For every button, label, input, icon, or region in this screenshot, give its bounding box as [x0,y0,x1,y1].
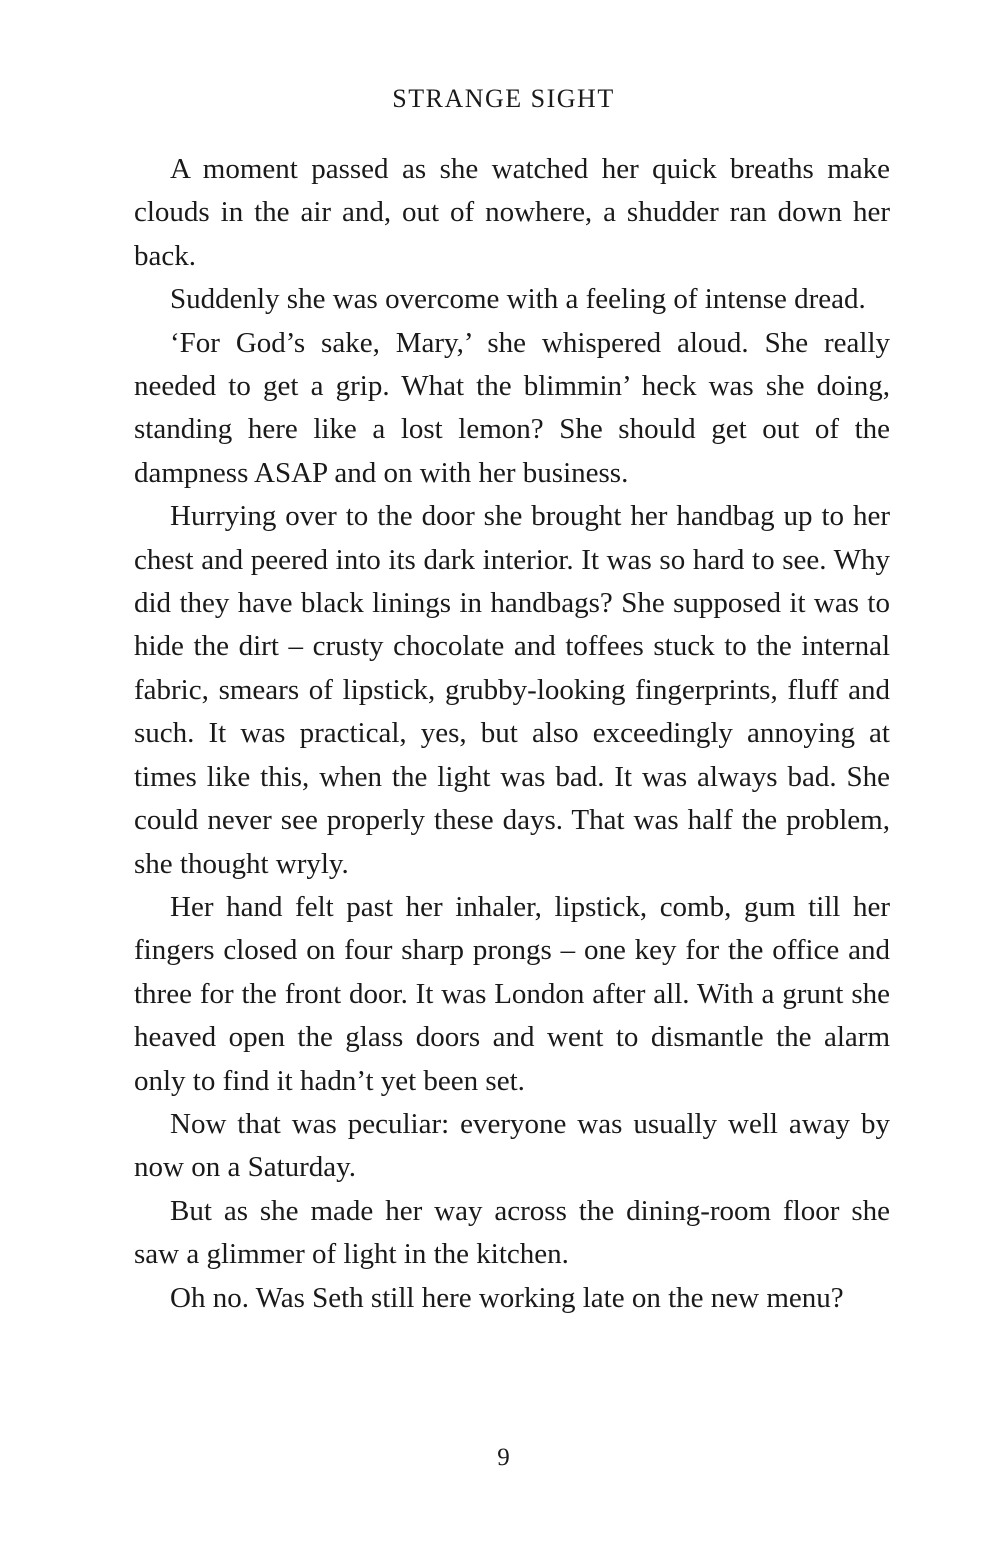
paragraph: But as she made her way across the dining-room floor she saw a glimmer of light in the kitchen. [134,1194,890,1271]
body-text [134,148,890,1320]
paragraph: Now that was peculiar: everyone was usually well away by now on a Saturday. [134,1107,890,1184]
paragraph: ‘For God’s sake, Mary,’ she whispered aloud. She really needed to get a grip. What the blimmin’ heck was she doing, standing here like a lost lemon? She should get out of the dampness ASAP and on with her business. [134,326,890,489]
paragraph: Oh no. Was Seth still here working late on the new menu? [170,1281,844,1314]
running-head-title: STRANGE SIGHT [392,84,615,113]
paragraph: Hurrying over to the door she brought her handbag up to her chest and peered into its dark interior. It was so hard to see. Why did they have black linings in handbags? She supposed it was to hide the dirt – crusty chocolate and toffees stuck to the internal fabric, smears of lipstick, grubby-looking fingerprints, fluff and such. It was practical, yes, but also exceedingly annoying at times like this, when the light was bad. It was always bad. She could never see properly these days. That was half the problem, she thought wryly. [134,500,890,880]
paragraph: Her hand felt past her inhaler, lipstick, comb, gum till her fingers closed on four sharp prongs – one key for the office and three for the front door. It was London after all. With a grunt she heaved open the glass doors and went to dismantle the alarm only to find it hadn’t yet been set. [134,890,890,1097]
page-number: 9 [497,1444,510,1471]
paragraph: Suddenly she was overcome with a feeling of intense dread. [170,283,866,316]
paragraph: A moment passed as she watched her quick breaths make clouds in the air and, out of nowhere, a shudder ran down her back. [134,153,890,272]
